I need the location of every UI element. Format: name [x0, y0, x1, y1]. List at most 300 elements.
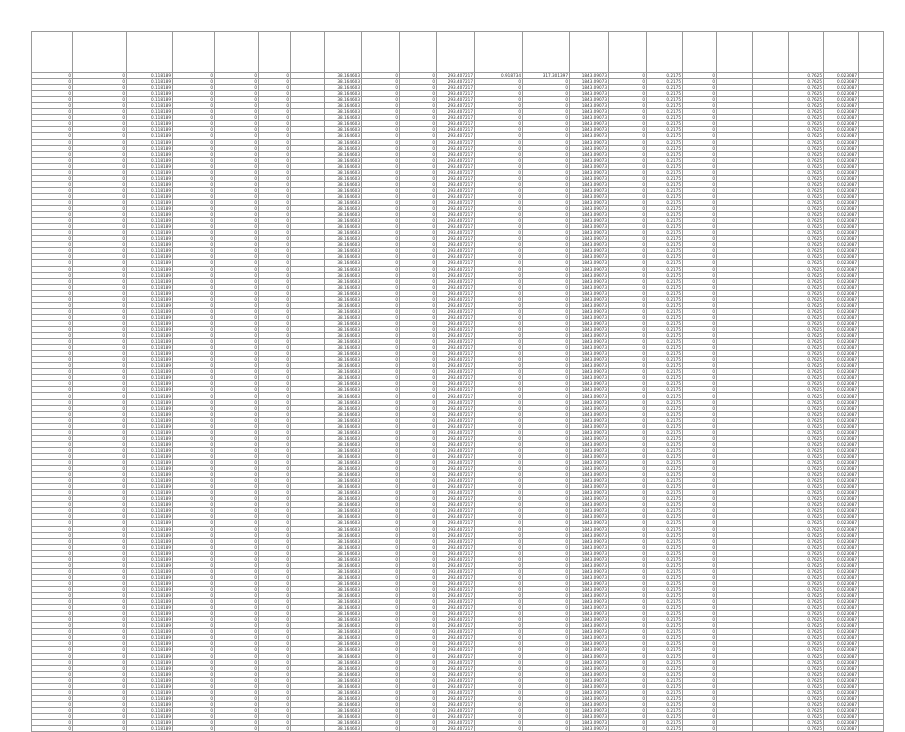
table-cell: 0 [259, 429, 291, 435]
table-cell: 0 [32, 399, 73, 405]
table-cell: 0.118189 [127, 677, 173, 683]
table-cell: 0 [523, 133, 570, 139]
table-cell: 0.2175 [647, 151, 683, 157]
table-cell: 0 [475, 85, 523, 91]
table-cell: 1843.09073 [570, 127, 609, 133]
table-cell: 0 [259, 556, 291, 562]
table-cell: 0.023087 [824, 157, 859, 163]
table-cell: 38.164603 [325, 423, 362, 429]
table-cell: 0 [32, 574, 73, 580]
table-cell: 0 [609, 435, 647, 441]
table-cell: 0 [523, 151, 570, 157]
table-cell: 0 [259, 641, 291, 647]
table-cell: 0 [362, 568, 400, 574]
table-cell: 1843.09073 [570, 381, 609, 387]
table-cell: 0.2175 [647, 254, 683, 260]
table-cell: 0.118189 [127, 157, 173, 163]
table-cell: 0 [173, 532, 215, 538]
table-cell: 0 [400, 278, 437, 284]
table-cell: 0 [173, 544, 215, 550]
table-cell: 0 [683, 333, 717, 339]
table-cell: 0 [32, 611, 73, 617]
table-cell: 0 [683, 562, 717, 568]
table-cell: 0 [523, 199, 570, 205]
table-cell: 38.164603 [325, 248, 362, 254]
table-cell: 0 [259, 339, 291, 345]
table-cell: 0 [683, 308, 717, 314]
column-header [291, 32, 325, 73]
column-header [32, 32, 73, 73]
table-cell: 293.407217 [437, 617, 475, 623]
table-cell: 0.7625 [789, 242, 824, 248]
table-cell: 0 [173, 236, 215, 242]
table-cell: 0.7625 [789, 562, 824, 568]
table-cell: 0 [259, 387, 291, 393]
table-cell: 0 [400, 466, 437, 472]
table-cell: 0 [683, 79, 717, 85]
table-cell: 293.407217 [437, 502, 475, 508]
table-cell: 0 [609, 713, 647, 719]
table-cell: 0 [609, 593, 647, 599]
table-cell: 293.407217 [437, 611, 475, 617]
table-cell: 0.118189 [127, 502, 173, 508]
table-cell: 1843.09073 [570, 369, 609, 375]
table-cell: 0 [73, 435, 127, 441]
table-cell: 0 [32, 266, 73, 272]
table-cell: 0 [259, 520, 291, 526]
table-cell: 0 [173, 611, 215, 617]
table-cell: 0 [215, 169, 259, 175]
table-cell: 0 [215, 278, 259, 284]
table-cell: 0 [173, 514, 215, 520]
table-cell: 0.023087 [824, 399, 859, 405]
table-cell: 0 [362, 314, 400, 320]
table-cell: 0 [215, 242, 259, 248]
table-cell: 0.2175 [647, 145, 683, 151]
table-cell: 0 [523, 532, 570, 538]
table-cell: 0 [362, 671, 400, 677]
table-cell: 0 [362, 713, 400, 719]
table-cell: 0.2175 [647, 387, 683, 393]
table-cell: 293.407217 [437, 713, 475, 719]
table-cell: 293.407217 [437, 478, 475, 484]
table-cell: 0 [362, 659, 400, 665]
table-cell: 0.2175 [647, 647, 683, 653]
table-cell: 0 [523, 260, 570, 266]
table-cell: 0 [475, 369, 523, 375]
table-cell: 0 [362, 351, 400, 357]
table-cell: 0.2175 [647, 405, 683, 411]
table-cell: 0.023087 [824, 514, 859, 520]
table-cell: 0 [215, 502, 259, 508]
table-cell: 0 [32, 363, 73, 369]
table-cell: 0.118189 [127, 580, 173, 586]
table-cell: 0 [362, 145, 400, 151]
table-cell: 1843.09073 [570, 199, 609, 205]
table-cell: 293.407217 [437, 441, 475, 447]
table-cell: 0 [683, 671, 717, 677]
table-cell: 0 [32, 387, 73, 393]
table-cell: 1843.09073 [570, 339, 609, 345]
table-cell: 0 [400, 212, 437, 218]
table-cell: 0 [173, 538, 215, 544]
table-cell: 0 [362, 260, 400, 266]
table-cell: 0.2175 [647, 375, 683, 381]
table-cell: 0 [362, 236, 400, 242]
table-cell: 0.023087 [824, 635, 859, 641]
table-cell: 0.118189 [127, 532, 173, 538]
table-cell: 0 [32, 647, 73, 653]
table-cell: 0 [683, 665, 717, 671]
table-cell: 0 [73, 713, 127, 719]
table-cell: 0 [32, 550, 73, 556]
column-header [717, 32, 753, 73]
table-cell: 0 [475, 314, 523, 320]
table-cell: 0 [73, 556, 127, 562]
table-cell: 0.7625 [789, 290, 824, 296]
table-cell: 0 [683, 677, 717, 683]
table-cell: 0 [73, 641, 127, 647]
table-cell: 0 [173, 677, 215, 683]
table-cell: 38.164603 [325, 665, 362, 671]
table-cell: 0 [215, 447, 259, 453]
table-cell: 1843.09073 [570, 586, 609, 592]
table-cell: 0 [32, 127, 73, 133]
table-cell: 0 [683, 544, 717, 550]
table-cell: 0 [173, 302, 215, 308]
table-cell: 38.164603 [325, 357, 362, 363]
table-cell: 0.118189 [127, 701, 173, 707]
table-cell: 0.118189 [127, 683, 173, 689]
table-cell: 0 [173, 435, 215, 441]
table-cell: 0 [609, 695, 647, 701]
table-cell: 0.118189 [127, 623, 173, 629]
table-cell: 1843.09073 [570, 73, 609, 79]
table-cell: 0 [609, 484, 647, 490]
table-cell: 0 [73, 447, 127, 453]
table-cell: 0 [683, 115, 717, 121]
table-cell: 0 [400, 429, 437, 435]
table-cell: 0.118189 [127, 139, 173, 145]
table-cell: 0 [259, 599, 291, 605]
table-cell: 0 [400, 308, 437, 314]
table-cell: 0 [215, 345, 259, 351]
table-cell: 0 [32, 345, 73, 351]
table-cell: 0 [362, 411, 400, 417]
table-cell: 0 [475, 199, 523, 205]
table-cell: 0 [215, 671, 259, 677]
table-cell: 0 [475, 181, 523, 187]
table-cell: 0 [475, 647, 523, 653]
table-cell: 0.023087 [824, 526, 859, 532]
table-cell: 0 [362, 720, 400, 726]
table-cell: 0 [683, 187, 717, 193]
table-cell: 0 [259, 695, 291, 701]
table-cell: 0 [400, 629, 437, 635]
table-cell: 0 [523, 720, 570, 726]
table-cell: 38.164603 [325, 538, 362, 544]
table-cell: 0 [400, 248, 437, 254]
table-cell: 0.023087 [824, 544, 859, 550]
table-cell: 38.164603 [325, 363, 362, 369]
table-cell: 0 [32, 320, 73, 326]
table-cell: 0 [609, 375, 647, 381]
table-cell: 293.407217 [437, 103, 475, 109]
table-cell: 0 [609, 447, 647, 453]
table-cell: 0.7625 [789, 659, 824, 665]
table-cell: 0 [609, 296, 647, 302]
table-cell: 0 [173, 580, 215, 586]
table-cell: 0.7625 [789, 302, 824, 308]
table-cell: 0 [475, 441, 523, 447]
table-cell: 0 [475, 296, 523, 302]
table-cell: 0 [475, 484, 523, 490]
table-cell: 0 [173, 556, 215, 562]
table-cell: 0 [215, 605, 259, 611]
table-cell: 0 [32, 199, 73, 205]
table-cell: 0.023087 [824, 145, 859, 151]
table-cell: 0 [609, 502, 647, 508]
table-cell: 0 [683, 683, 717, 689]
table-cell: 1843.09073 [570, 496, 609, 502]
table-cell: 0 [523, 435, 570, 441]
table-cell: 293.407217 [437, 278, 475, 284]
table-cell: 0 [683, 453, 717, 459]
table-cell: 0 [215, 127, 259, 133]
table-cell: 0.118189 [127, 151, 173, 157]
table-cell: 0 [32, 435, 73, 441]
table-cell: 0.023087 [824, 139, 859, 145]
table-cell: 0 [73, 472, 127, 478]
table-cell: 38.164603 [325, 629, 362, 635]
table-cell: 0 [73, 320, 127, 326]
table-cell: 0.023087 [824, 647, 859, 653]
table-cell: 0 [400, 623, 437, 629]
table-cell: 0.023087 [824, 163, 859, 169]
header-row [32, 32, 884, 73]
table-cell: 0.023087 [824, 175, 859, 181]
table-cell: 0.2175 [647, 236, 683, 242]
table-cell: 38.164603 [325, 393, 362, 399]
table-cell: 0 [400, 91, 437, 97]
table-cell: 0 [259, 683, 291, 689]
table-cell: 0.118189 [127, 478, 173, 484]
table-cell: 0 [523, 635, 570, 641]
table-cell: 0 [683, 411, 717, 417]
table-cell: 0.2175 [647, 550, 683, 556]
table-cell: 0 [683, 514, 717, 520]
table-cell: 0 [73, 417, 127, 423]
table-cell: 0 [73, 617, 127, 623]
table-cell: 0.118189 [127, 405, 173, 411]
table-cell: 0 [73, 79, 127, 85]
table-cell: 0 [683, 460, 717, 466]
table-cell: 0.7625 [789, 284, 824, 290]
table-cell: 38.164603 [325, 490, 362, 496]
table-cell: 0 [523, 145, 570, 151]
table-cell: 0 [362, 393, 400, 399]
table-cell: 0.118189 [127, 568, 173, 574]
table-cell: 0 [683, 713, 717, 719]
table-cell: 1843.09073 [570, 423, 609, 429]
table-cell: 0 [523, 447, 570, 453]
table-cell: 0.2175 [647, 520, 683, 526]
table-cell: 0.023087 [824, 556, 859, 562]
table-cell: 0.2175 [647, 701, 683, 707]
table-cell: 0 [215, 369, 259, 375]
table-cell: 0 [609, 550, 647, 556]
table-cell: 0.2175 [647, 677, 683, 683]
table-cell: 0 [400, 514, 437, 520]
table-cell: 0 [32, 526, 73, 532]
table-cell: 1843.09073 [570, 375, 609, 381]
table-cell: 0 [400, 417, 437, 423]
table-cell: 0 [259, 175, 291, 181]
table-cell: 0 [259, 653, 291, 659]
table-cell: 0 [215, 79, 259, 85]
table-cell: 0 [73, 441, 127, 447]
table-cell: 0 [609, 411, 647, 417]
table-cell: 0 [73, 103, 127, 109]
table-cell: 0.2175 [647, 514, 683, 520]
table-cell: 0 [173, 139, 215, 145]
table-cell: 0.118189 [127, 707, 173, 713]
table-cell: 0 [259, 357, 291, 363]
table-cell: 0 [73, 266, 127, 272]
table-cell: 0 [362, 308, 400, 314]
column-header [609, 32, 647, 73]
table-cell: 0 [173, 411, 215, 417]
table-cell: 0 [362, 441, 400, 447]
table-cell: 0.7625 [789, 206, 824, 212]
table-cell: 0 [609, 351, 647, 357]
table-cell: 0 [609, 79, 647, 85]
table-cell: 0.118189 [127, 175, 173, 181]
table-cell: 0 [475, 224, 523, 230]
table-cell: 0.023087 [824, 593, 859, 599]
table-cell: 0 [362, 127, 400, 133]
table-cell: 0 [173, 550, 215, 556]
table-cell: 0.2175 [647, 206, 683, 212]
table-cell: 0 [259, 381, 291, 387]
table-cell: 0 [523, 79, 570, 85]
table-cell: 0 [173, 133, 215, 139]
table-cell: 0 [32, 726, 73, 732]
table-cell: 0 [475, 248, 523, 254]
table-cell: 0 [362, 526, 400, 532]
table-cell: 0 [259, 121, 291, 127]
table-cell: 0 [609, 423, 647, 429]
table-cell: 0 [32, 472, 73, 478]
table-cell: 1843.09073 [570, 671, 609, 677]
table-cell: 0 [173, 169, 215, 175]
table-cell: 0 [400, 707, 437, 713]
table-cell: 0 [259, 109, 291, 115]
table-cell: 0 [609, 91, 647, 97]
table-cell: 0 [609, 121, 647, 127]
table-cell: 0 [362, 683, 400, 689]
table-cell: 1843.09073 [570, 230, 609, 236]
table-cell: 0 [173, 109, 215, 115]
table-cell: 0 [609, 109, 647, 115]
table-cell: 0 [683, 193, 717, 199]
table-cell [291, 726, 325, 732]
table-cell: 0 [362, 163, 400, 169]
table-cell: 0 [683, 85, 717, 91]
table-cell: 0 [400, 484, 437, 490]
table-cell: 0 [215, 314, 259, 320]
table-cell: 0 [32, 713, 73, 719]
table-cell: 293.407217 [437, 429, 475, 435]
table-cell: 0 [215, 212, 259, 218]
table-cell: 293.407217 [437, 665, 475, 671]
table-cell: 0 [523, 85, 570, 91]
table-cell: 38.164603 [325, 163, 362, 169]
table-cell: 0 [400, 593, 437, 599]
table-cell: 0 [683, 375, 717, 381]
table-cell: 1843.09073 [570, 701, 609, 707]
table-cell: 0 [215, 405, 259, 411]
table-cell: 293.407217 [437, 484, 475, 490]
table-cell: 0 [609, 157, 647, 163]
table-cell: 0.118189 [127, 629, 173, 635]
table-cell: 0 [259, 726, 291, 732]
table-cell: 0 [683, 199, 717, 205]
table-cell: 0 [609, 726, 647, 732]
table-cell: 0 [362, 181, 400, 187]
table-cell: 293.407217 [437, 260, 475, 266]
table-cell: 0 [475, 193, 523, 199]
table-cell: 0.118189 [127, 169, 173, 175]
table-cell: 0 [609, 556, 647, 562]
table-cell: 0 [523, 429, 570, 435]
table-cell: 0 [523, 641, 570, 647]
table-cell: 38.164603 [325, 460, 362, 466]
table-cell: 38.164603 [325, 236, 362, 242]
table-cell: 0 [609, 478, 647, 484]
table-cell: 0.023087 [824, 599, 859, 605]
table-cell: 0 [259, 290, 291, 296]
table-cell: 0.023087 [824, 127, 859, 133]
table-cell: 0 [173, 187, 215, 193]
table-cell: 0.7625 [789, 647, 824, 653]
table-cell: 0.023087 [824, 405, 859, 411]
table-cell: 0 [475, 308, 523, 314]
table-cell: 0 [32, 478, 73, 484]
table-cell: 0 [173, 351, 215, 357]
table-cell: 0 [32, 544, 73, 550]
table-cell: 0 [173, 586, 215, 592]
table-cell: 0.023087 [824, 218, 859, 224]
table-cell: 0 [400, 508, 437, 514]
table-cell: 0 [215, 145, 259, 151]
table-cell: 0 [73, 351, 127, 357]
table-cell: 0.023087 [824, 478, 859, 484]
table-cell: 0 [609, 496, 647, 502]
table-cell: 0 [362, 508, 400, 514]
table-cell: 0.118189 [127, 381, 173, 387]
table-cell: 0 [683, 726, 717, 732]
table-cell: 0.023087 [824, 568, 859, 574]
table-cell: 0 [32, 314, 73, 320]
table-cell: 293.407217 [437, 181, 475, 187]
table-cell: 38.164603 [325, 617, 362, 623]
table-cell: 0.023087 [824, 339, 859, 345]
table-cell: 0 [73, 496, 127, 502]
table-cell: 0.118189 [127, 97, 173, 103]
table-cell: 0 [362, 91, 400, 97]
table-cell: 0 [400, 339, 437, 345]
